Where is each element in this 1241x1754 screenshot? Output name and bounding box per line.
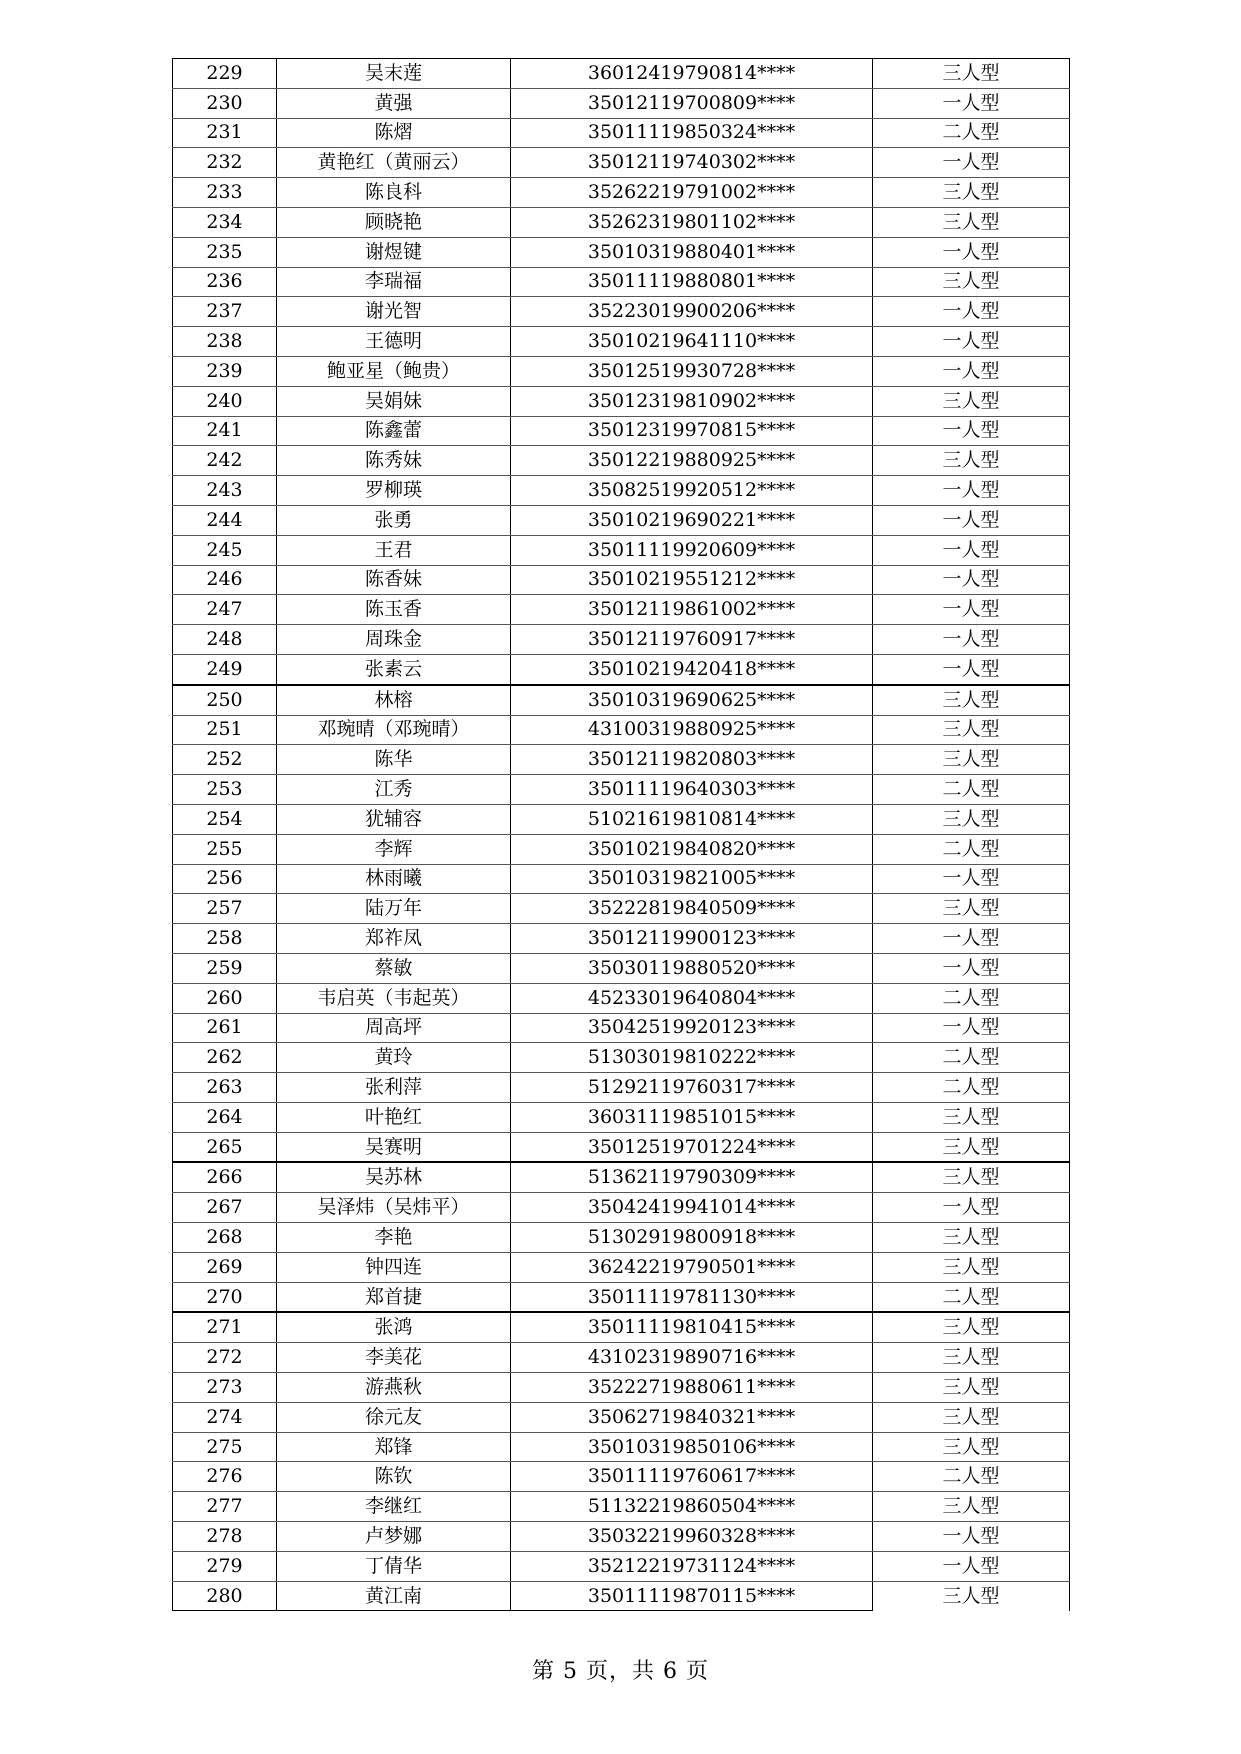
table-row: [173, 535, 1070, 565]
table-row: [173, 1073, 1070, 1103]
id-number-cell: 51362119790309****: [511, 1162, 873, 1192]
household-type-cell: 一人型: [873, 356, 1070, 386]
id-number-cell: 35012219880925****: [511, 446, 873, 476]
household-type-cell: 三人型: [873, 1223, 1070, 1253]
row-number-cell: 268: [173, 1223, 277, 1253]
row-number-cell: 270: [173, 1282, 277, 1312]
id-number-cell: 51292119760317****: [511, 1073, 873, 1103]
household-type-cell: 三人型: [873, 1312, 1070, 1342]
row-number-cell: 272: [173, 1343, 277, 1373]
id-number-cell: 35010319821005****: [511, 864, 873, 894]
household-type-cell: 二人型: [873, 1073, 1070, 1103]
row-number-cell: 240: [173, 386, 277, 416]
table-row: [173, 118, 1070, 148]
row-number-cell: 264: [173, 1102, 277, 1132]
name-cell: 郑首捷: [277, 1282, 511, 1312]
table-row: [173, 178, 1070, 208]
table-row: [173, 1193, 1070, 1223]
household-type-cell: 三人型: [873, 446, 1070, 476]
household-type-cell: 一人型: [873, 1522, 1070, 1552]
name-cell: 陆万年: [277, 894, 511, 924]
household-type-cell: 一人型: [873, 297, 1070, 327]
id-number-cell: 35012519930728****: [511, 356, 873, 386]
row-number-cell: 258: [173, 924, 277, 954]
table-row: [173, 1162, 1070, 1192]
household-type-cell: 二人型: [873, 1043, 1070, 1073]
table-row: [173, 745, 1070, 775]
id-number-cell: 36031119851015****: [511, 1102, 873, 1132]
row-number-cell: 233: [173, 178, 277, 208]
table-row: [173, 1522, 1070, 1552]
table-row: [173, 1312, 1070, 1342]
table-row: [173, 953, 1070, 983]
row-number-cell: 231: [173, 118, 277, 148]
name-cell: 卢梦娜: [277, 1522, 511, 1552]
id-number-cell: 36012419790814****: [511, 59, 873, 89]
household-type-cell: 一人型: [873, 505, 1070, 535]
table-row: [173, 446, 1070, 476]
name-cell: 吴娟妹: [277, 386, 511, 416]
household-type-cell: 一人型: [873, 476, 1070, 506]
household-type-cell: 一人型: [873, 1551, 1070, 1581]
id-number-cell: 35010219690221****: [511, 505, 873, 535]
name-cell: 蔡敏: [277, 953, 511, 983]
row-number-cell: 234: [173, 207, 277, 237]
household-type-cell: 一人型: [873, 864, 1070, 894]
row-number-cell: 229: [173, 59, 277, 89]
table-row: [173, 625, 1070, 655]
table-row: [173, 1013, 1070, 1043]
id-number-cell: 35262319801102****: [511, 207, 873, 237]
applicant-table: [172, 58, 1069, 1611]
table-row: [173, 1343, 1070, 1373]
name-cell: 犹辅容: [277, 804, 511, 834]
name-cell: 李瑞福: [277, 267, 511, 297]
name-cell: 林榕: [277, 685, 511, 715]
name-cell: 陈熠: [277, 118, 511, 148]
household-type-cell: 三人型: [873, 59, 1070, 89]
table-row: [173, 894, 1070, 924]
household-type-cell: 一人型: [873, 1013, 1070, 1043]
row-number-cell: 259: [173, 953, 277, 983]
id-number-cell: 35010219420418****: [511, 654, 873, 684]
table-row: [173, 1102, 1070, 1132]
row-number-cell: 242: [173, 446, 277, 476]
id-number-cell: 35011119920609****: [511, 535, 873, 565]
household-type-cell: 二人型: [873, 1282, 1070, 1312]
table-row: [173, 1043, 1070, 1073]
row-number-cell: 257: [173, 894, 277, 924]
table-row: [173, 685, 1070, 715]
row-number-cell: 251: [173, 715, 277, 745]
household-type-cell: 三人型: [873, 1132, 1070, 1162]
table-row: [173, 386, 1070, 416]
table-row: [173, 476, 1070, 506]
table-row: [173, 654, 1070, 684]
id-number-cell: 36242219790501****: [511, 1252, 873, 1282]
row-number-cell: 265: [173, 1132, 277, 1162]
row-number-cell: 274: [173, 1402, 277, 1432]
table-row: [173, 1282, 1070, 1312]
id-number-cell: 35010219641110****: [511, 327, 873, 357]
table-row: [173, 1252, 1070, 1282]
table-row: [173, 1132, 1070, 1162]
table-row: [173, 595, 1070, 625]
id-number-cell: 35011119640303****: [511, 775, 873, 805]
id-number-cell: 35010319880401****: [511, 237, 873, 267]
id-number-cell: 35042419941014****: [511, 1193, 873, 1223]
id-number-cell: 35082519920512****: [511, 476, 873, 506]
row-number-cell: 273: [173, 1373, 277, 1403]
household-type-cell: 三人型: [873, 1432, 1070, 1462]
household-type-cell: 三人型: [873, 267, 1070, 297]
table-row: [173, 983, 1070, 1013]
row-number-cell: 247: [173, 595, 277, 625]
table-row: [173, 1373, 1070, 1403]
id-number-cell: 35032219960328****: [511, 1522, 873, 1552]
household-type-cell: 三人型: [873, 715, 1070, 745]
id-number-cell: 35010319850106****: [511, 1432, 873, 1462]
name-cell: 叶艳红: [277, 1102, 511, 1132]
table-row: [173, 1432, 1070, 1462]
household-type-cell: 三人型: [873, 1373, 1070, 1403]
name-cell: 鲍亚星（鲍贵）: [277, 356, 511, 386]
row-number-cell: 267: [173, 1193, 277, 1223]
household-type-cell: 二人型: [873, 983, 1070, 1013]
name-cell: 谢煜键: [277, 237, 511, 267]
table-row: [173, 207, 1070, 237]
id-number-cell: 35011119781130****: [511, 1282, 873, 1312]
id-number-cell: 35011119810415****: [511, 1312, 873, 1342]
table-row: [173, 59, 1070, 89]
table-row: [173, 1223, 1070, 1253]
household-type-cell: 一人型: [873, 595, 1070, 625]
table-row: [173, 864, 1070, 894]
name-cell: 徐元友: [277, 1402, 511, 1432]
name-cell: 顾晓艳: [277, 207, 511, 237]
id-number-cell: 35212219731124****: [511, 1551, 873, 1581]
household-type-cell: 一人型: [873, 953, 1070, 983]
name-cell: 陈香妹: [277, 565, 511, 595]
name-cell: 陈鑫蕾: [277, 416, 511, 446]
household-type-cell: 三人型: [873, 745, 1070, 775]
id-number-cell: 35012119900123****: [511, 924, 873, 954]
table-row: [173, 1492, 1070, 1522]
name-cell: 江秀: [277, 775, 511, 805]
household-type-cell: 一人型: [873, 237, 1070, 267]
row-number-cell: 250: [173, 685, 277, 715]
id-number-cell: 35223019900206****: [511, 297, 873, 327]
name-cell: 李美花: [277, 1343, 511, 1373]
row-number-cell: 271: [173, 1312, 277, 1342]
name-cell: 黄玲: [277, 1043, 511, 1073]
name-cell: 张素云: [277, 654, 511, 684]
name-cell: 丁倩华: [277, 1551, 511, 1581]
id-number-cell: 35062719840321****: [511, 1402, 873, 1432]
name-cell: 陈良科: [277, 178, 511, 208]
page-footer: 第 5 页，共 6 页: [532, 1659, 709, 1684]
household-type-cell: 三人型: [873, 894, 1070, 924]
name-cell: 黄江南: [277, 1581, 511, 1611]
row-number-cell: 238: [173, 327, 277, 357]
name-cell: 吴末莲: [277, 59, 511, 89]
table-body: [173, 59, 1070, 1611]
name-cell: 吴泽炜（吴炜平）: [277, 1193, 511, 1223]
id-number-cell: 35012119820803****: [511, 745, 873, 775]
row-number-cell: 276: [173, 1462, 277, 1492]
table-row: [173, 1581, 1070, 1611]
table-row: [173, 297, 1070, 327]
id-number-cell: 35010219551212****: [511, 565, 873, 595]
name-cell: 陈玉香: [277, 595, 511, 625]
table-row: [173, 237, 1070, 267]
household-type-cell: 三人型: [873, 386, 1070, 416]
name-cell: 张利萍: [277, 1073, 511, 1103]
id-number-cell: 35222719880611****: [511, 1373, 873, 1403]
household-type-cell: 一人型: [873, 565, 1070, 595]
row-number-cell: 252: [173, 745, 277, 775]
name-cell: 张勇: [277, 505, 511, 535]
id-number-cell: 35011119880801****: [511, 267, 873, 297]
row-number-cell: 239: [173, 356, 277, 386]
row-number-cell: 237: [173, 297, 277, 327]
household-type-cell: 二人型: [873, 834, 1070, 864]
table-row: [173, 148, 1070, 178]
household-type-cell: 一人型: [873, 327, 1070, 357]
id-number-cell: 51302919800918****: [511, 1223, 873, 1253]
household-type-cell: 三人型: [873, 1402, 1070, 1432]
row-number-cell: 280: [173, 1581, 277, 1611]
row-number-cell: 245: [173, 535, 277, 565]
name-cell: 李艳: [277, 1223, 511, 1253]
table-row: [173, 715, 1070, 745]
id-number-cell: 35012319810902****: [511, 386, 873, 416]
name-cell: 黄艳红（黄丽云）: [277, 148, 511, 178]
id-number-cell: 35222819840509****: [511, 894, 873, 924]
household-type-cell: 三人型: [873, 1492, 1070, 1522]
id-number-cell: 35012119861002****: [511, 595, 873, 625]
table-row: [173, 267, 1070, 297]
table-row: [173, 88, 1070, 118]
household-type-cell: 三人型: [873, 1162, 1070, 1192]
table-row: [173, 924, 1070, 954]
name-cell: 王德明: [277, 327, 511, 357]
table-row: [173, 565, 1070, 595]
household-type-cell: 三人型: [873, 1102, 1070, 1132]
household-type-cell: 一人型: [873, 416, 1070, 446]
id-number-cell: 43102319890716****: [511, 1343, 873, 1373]
table-row: [173, 505, 1070, 535]
id-number-cell: 35011119850324****: [511, 118, 873, 148]
row-number-cell: 262: [173, 1043, 277, 1073]
id-number-cell: 35011119870115****: [511, 1581, 873, 1611]
id-number-cell: 51303019810222****: [511, 1043, 873, 1073]
name-cell: 李辉: [277, 834, 511, 864]
household-type-cell: 三人型: [873, 207, 1070, 237]
row-number-cell: 275: [173, 1432, 277, 1462]
id-number-cell: 35012319970815****: [511, 416, 873, 446]
id-number-cell: 51132219860504****: [511, 1492, 873, 1522]
row-number-cell: 256: [173, 864, 277, 894]
id-number-cell: 35010319690625****: [511, 685, 873, 715]
name-cell: 周高坪: [277, 1013, 511, 1043]
household-type-cell: 一人型: [873, 625, 1070, 655]
table-row: [173, 775, 1070, 805]
id-number-cell: 35030119880520****: [511, 953, 873, 983]
id-number-cell: 35042519920123****: [511, 1013, 873, 1043]
row-number-cell: 241: [173, 416, 277, 446]
name-cell: 罗柳瑛: [277, 476, 511, 506]
name-cell: 陈钦: [277, 1462, 511, 1492]
table-row: [173, 804, 1070, 834]
household-type-cell: 一人型: [873, 88, 1070, 118]
household-type-cell: 三人型: [873, 804, 1070, 834]
name-cell: 李继红: [277, 1492, 511, 1522]
household-type-cell: 三人型: [873, 1581, 1070, 1611]
row-number-cell: 249: [173, 654, 277, 684]
row-number-cell: 263: [173, 1073, 277, 1103]
household-type-cell: 二人型: [873, 118, 1070, 148]
household-type-cell: 二人型: [873, 775, 1070, 805]
household-type-cell: 三人型: [873, 1252, 1070, 1282]
table-row: [173, 834, 1070, 864]
name-cell: 吴苏林: [277, 1162, 511, 1192]
row-number-cell: 236: [173, 267, 277, 297]
row-number-cell: 253: [173, 775, 277, 805]
row-number-cell: 235: [173, 237, 277, 267]
table-row: [173, 1462, 1070, 1492]
row-number-cell: 255: [173, 834, 277, 864]
row-number-cell: 246: [173, 565, 277, 595]
household-type-cell: 二人型: [873, 1462, 1070, 1492]
row-number-cell: 244: [173, 505, 277, 535]
name-cell: 吴赛明: [277, 1132, 511, 1162]
table-row: [173, 1402, 1070, 1432]
table-row: [173, 1551, 1070, 1581]
id-number-cell: 45233019640804****: [511, 983, 873, 1013]
name-cell: 周珠金: [277, 625, 511, 655]
name-cell: 王君: [277, 535, 511, 565]
name-cell: 张鸿: [277, 1312, 511, 1342]
row-number-cell: 279: [173, 1551, 277, 1581]
name-cell: 邓琬晴（邓琬晴）: [277, 715, 511, 745]
id-number-cell: 51021619810814****: [511, 804, 873, 834]
household-type-cell: 三人型: [873, 178, 1070, 208]
household-type-cell: 一人型: [873, 1193, 1070, 1223]
row-number-cell: 260: [173, 983, 277, 1013]
id-number-cell: 35012119740302****: [511, 148, 873, 178]
id-number-cell: 35012519701224****: [511, 1132, 873, 1162]
name-cell: 谢光智: [277, 297, 511, 327]
name-cell: 黄强: [277, 88, 511, 118]
row-number-cell: 261: [173, 1013, 277, 1043]
name-cell: 林雨曦: [277, 864, 511, 894]
id-number-cell: 35012119700809****: [511, 88, 873, 118]
row-number-cell: 254: [173, 804, 277, 834]
name-cell: 郑祚凤: [277, 924, 511, 954]
household-type-cell: 三人型: [873, 1343, 1070, 1373]
row-number-cell: 230: [173, 88, 277, 118]
table-row: [173, 356, 1070, 386]
row-number-cell: 266: [173, 1162, 277, 1192]
name-cell: 郑锋: [277, 1432, 511, 1462]
name-cell: 游燕秋: [277, 1373, 511, 1403]
household-type-cell: 三人型: [873, 685, 1070, 715]
id-number-cell: 35262219791002****: [511, 178, 873, 208]
household-type-cell: 一人型: [873, 654, 1070, 684]
name-cell: 钟四连: [277, 1252, 511, 1282]
id-number-cell: 35010219840820****: [511, 834, 873, 864]
name-cell: 韦启英（韦起英）: [277, 983, 511, 1013]
table-row: [173, 416, 1070, 446]
row-number-cell: 269: [173, 1252, 277, 1282]
id-number-cell: 35011119760617****: [511, 1462, 873, 1492]
household-type-cell: 一人型: [873, 535, 1070, 565]
row-number-cell: 248: [173, 625, 277, 655]
row-number-cell: 277: [173, 1492, 277, 1522]
name-cell: 陈秀妹: [277, 446, 511, 476]
name-cell: 陈华: [277, 745, 511, 775]
household-type-cell: 一人型: [873, 148, 1070, 178]
id-number-cell: 43100319880925****: [511, 715, 873, 745]
household-type-cell: 一人型: [873, 924, 1070, 954]
row-number-cell: 243: [173, 476, 277, 506]
id-number-cell: 35012119760917****: [511, 625, 873, 655]
table-row: [173, 327, 1070, 357]
row-number-cell: 232: [173, 148, 277, 178]
row-number-cell: 278: [173, 1522, 277, 1552]
